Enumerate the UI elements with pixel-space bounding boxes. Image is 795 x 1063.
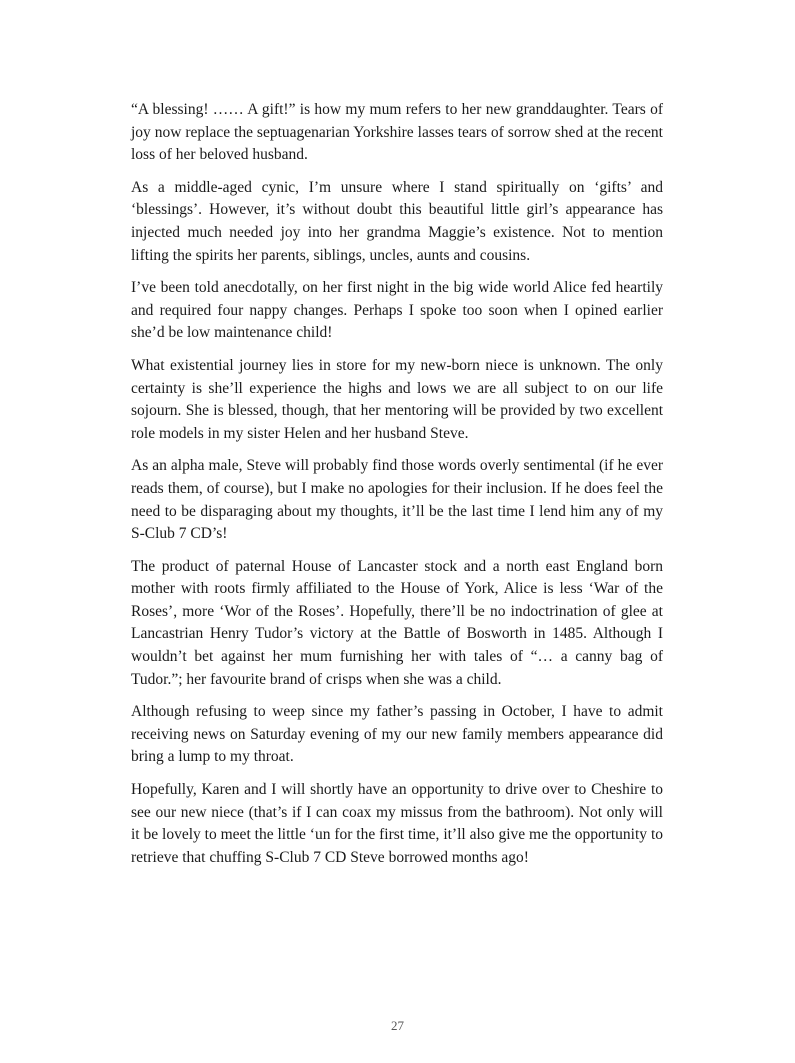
paragraph-4: What existential journey lies in store for my new-born niece is unknown. The only certainty is she’ll experience the highs and lows we are all subject to on our life sojourn. She is blessed, though, that her mentoring will be provided by two excellent role models in my sister Helen and her husband Steve. xyxy=(131,356,663,442)
page-number: 27 xyxy=(391,1018,404,1033)
paragraph-2: As a middle-aged cynic, I’m unsure where I stand spiritually on ‘gifts’ and ‘blessings’. However, it’s without doubt this beautiful little girl’s appearance has injected much needed joy into her grandma Maggie’s existence. Not to mention lifting the spirits her parents, siblings, uncles, aunts and cousins. xyxy=(131,178,663,264)
paragraph-3: I’ve been told anecdotally, on her first night in the big wide world Alice fed heartily and required four nappy changes. Perhaps I spoke too soon when I opined earlier she’d be low maintenance child! xyxy=(131,279,663,342)
paragraph-5: As an alpha male, Steve will probably find those words overly sentimental (if he ever reads them, of course), but I make no apologies for their inclusion. If he does feel the need to be disparaging about my thoughts, it’ll be the last time I lend him any of my S-Club 7 CD’s! xyxy=(131,457,663,543)
paragraph-7: Although refusing to weep since my father’s passing in October, I have to admit receiving news on Saturday evening of my our new family members appearance did bring a lump to my throat. xyxy=(131,703,663,766)
body-text xyxy=(131,99,663,879)
paragraph-1: “A blessing! …… A gift!” is how my mum refers to her new granddaughter. Tears of joy now replace the septuagenarian Yorkshire lasses tears of sorrow shed at the recent loss of her beloved husband. xyxy=(131,101,663,164)
paragraph-8: Hopefully, Karen and I will shortly have an opportunity to drive over to Cheshire to see our new niece (that’s if I can coax my missus from the bathroom). Not only will it be lovely to meet the little ‘un for the first time, it’ll also give me the opportunity to retrieve that chuffing S-Club 7 CD Steve borrowed months ago! xyxy=(131,781,663,866)
paragraph-6: The product of paternal House of Lancaster stock and a north east England born mother with roots firmly affiliated to the House of York, Alice is less ‘War of the Roses’, more ‘Wor of the Roses’. Hopefully, there’ll be no indoctrination of glee at Lancastrian Henry Tudor’s victory at the Battle of Bosworth in 1485. Although I wouldn’t bet against her mum furnishing her with tales of “… a canny bag of Tudor.”; her favourite brand of crisps when she was a child. xyxy=(131,557,663,688)
